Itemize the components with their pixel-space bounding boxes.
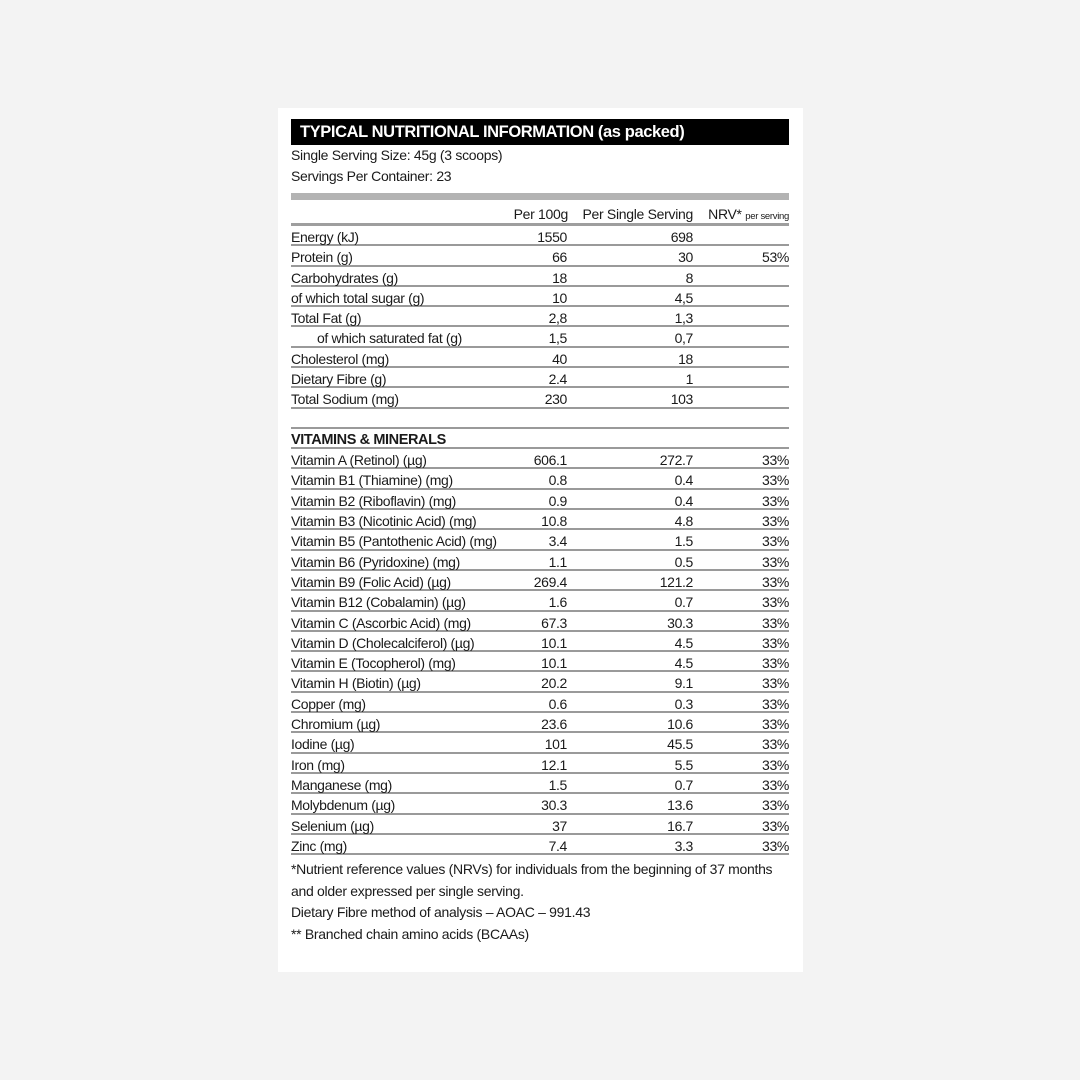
value-per-serving: 5.5 [674,756,693,773]
value-per-100g: 606.1 [533,452,567,469]
table-row [291,287,789,307]
nutrient-name: Protein (g) [291,249,353,266]
nutrient-name: Total Sodium (mg) [291,391,399,408]
value-nrv: 33% [762,634,789,651]
value-per-100g: 37 [552,817,567,834]
nutrient-name: Molybdenum (µg) [291,797,395,814]
table-row [291,246,789,266]
table-row [291,672,789,692]
nutrient-name: Vitamin C (Ascorbic Acid) (mg) [291,614,471,631]
divider-thick [291,193,789,200]
nutrient-name: Selenium (µg) [291,817,374,834]
table-row [291,510,789,530]
nutrient-name: Zinc (mg) [291,837,347,854]
value-per-serving: 0.4 [674,472,693,489]
value-per-100g: 3.4 [548,533,567,550]
value-per-100g: 2,8 [548,310,567,327]
nutrition-label-card [278,108,803,972]
value-per-serving: 18 [678,350,693,367]
value-per-serving: 13.6 [667,797,693,814]
value-per-serving: 30.3 [667,614,693,631]
value-per-serving: 4,5 [674,289,693,306]
value-per-serving: 0.7 [674,776,693,793]
value-per-serving: 0,7 [674,330,693,347]
value-per-100g: 269.4 [533,573,567,590]
value-per-serving: 4.5 [674,655,693,672]
table-row [291,307,789,327]
value-per-100g: 20.2 [541,675,567,692]
value-per-100g: 0.9 [548,492,567,509]
footnote-fibre-method: Dietary Fibre method of analysis – AOAC – 991.43 [291,904,591,921]
value-per-serving: 3.3 [674,837,693,854]
footnote-nrv: *Nutrient reference values (NRVs) for individuals from the beginning of 37 months and older expressed per single serving. [291,861,773,899]
table-row [291,267,789,287]
value-nrv: 33% [762,797,789,814]
value-per-serving: 121.2 [659,573,693,590]
value-per-serving: 4.8 [674,513,693,530]
nutrients-table [291,226,789,409]
value-per-100g: 10.1 [541,634,567,651]
value-per-serving: 1 [685,371,693,388]
nutrient-name: Vitamin B12 (Cobalamin) (µg) [291,594,466,611]
value-nrv: 33% [762,776,789,793]
table-row [291,754,789,774]
value-per-serving: 45.5 [667,736,693,753]
value-per-100g: 23.6 [541,716,567,733]
value-nrv: 33% [762,716,789,733]
nutrient-name: Manganese (mg) [291,776,392,793]
value-per-100g: 1.5 [548,776,567,793]
value-per-100g: 30.3 [541,797,567,814]
value-per-100g: 2.4 [548,371,567,388]
value-per-100g: 66 [552,249,567,266]
value-per-serving: 4.5 [674,634,693,651]
table-row [291,713,789,733]
table-row [291,612,789,632]
value-nrv: 33% [762,655,789,672]
nutrient-name: Vitamin B9 (Folic Acid) (µg) [291,573,451,590]
table-row [291,652,789,672]
table-row [291,591,789,611]
nrv-label: NRV* [708,206,742,222]
value-nrv: 33% [762,675,789,692]
table-row [291,327,789,347]
value-per-100g: 101 [544,736,567,753]
value-nrv: 33% [762,553,789,570]
nutrient-name: Carbohydrates (g) [291,269,398,286]
nutrient-name: Copper (mg) [291,695,366,712]
table-row [291,469,789,489]
footnotes [291,859,789,945]
nutrient-name: Dietary Fibre (g) [291,371,387,388]
nutrient-name: Vitamin B1 (Thiamine) (mg) [291,472,453,489]
nutrient-name: Vitamin H (Biotin) (µg) [291,675,421,692]
nutrition-label [291,119,789,945]
value-per-100g: 10 [552,289,567,306]
nutrient-name: Total Fat (g) [291,310,362,327]
footnote-bcaa: ** Branched chain amino acids (BCAAs) [291,925,529,942]
table-row [291,449,789,469]
value-per-100g: 230 [544,391,567,408]
table-row [291,490,789,510]
value-per-serving: 1.5 [674,533,693,550]
serving-size: Single Serving Size: 45g (3 scoops) [291,147,503,163]
value-per-100g: 12.1 [541,756,567,773]
value-nrv: 33% [762,492,789,509]
value-per-100g: 1,5 [548,330,567,347]
section-gap [291,409,789,427]
nutrient-name: Cholesterol (mg) [291,350,389,367]
vitamins-heading: VITAMINS & MINERALS [291,427,789,450]
value-per-100g: 10.1 [541,655,567,672]
value-per-serving: 8 [685,269,693,286]
nutrient-name: Energy (kJ) [291,229,359,245]
value-nrv: 33% [762,614,789,631]
servings-per-container: Servings Per Container: 23 [291,168,452,184]
value-per-serving: 0.7 [674,594,693,611]
value-per-serving: 9.1 [674,675,693,692]
column-headers [291,200,789,226]
nrv-suffix: per serving [745,211,789,222]
value-per-serving: 16.7 [667,817,693,834]
nutrient-name: Vitamin B6 (Pyridoxine) (mg) [291,553,460,570]
table-row [291,774,789,794]
value-per-serving: 1,3 [674,310,693,327]
nutrient-name: Vitamin B3 (Nicotinic Acid) (mg) [291,513,477,530]
value-nrv: 33% [762,452,789,469]
value-nrv: 33% [762,513,789,530]
value-per-serving: 0.3 [674,695,693,712]
table-row [291,571,789,591]
value-per-100g: 40 [552,350,567,367]
value-per-serving: 0.4 [674,492,693,509]
value-per-100g: 18 [552,269,567,286]
table-row [291,815,789,835]
table-row [291,794,789,814]
value-nrv: 33% [762,817,789,834]
table-row [291,835,789,855]
value-per-100g: 0.6 [548,695,567,712]
nutrient-name: of which total sugar (g) [291,289,425,306]
value-nrv: 33% [762,594,789,611]
nutrient-name: Vitamin B2 (Riboflavin) (mg) [291,492,456,509]
nutrient-name: Vitamin B5 (Pantothenic Acid) (mg) [291,533,497,550]
value-nrv: 33% [762,573,789,590]
value-per-100g: 10.8 [541,513,567,530]
value-nrv: 33% [762,756,789,773]
value-per-100g: 1550 [537,229,567,245]
value-nrv: 33% [762,837,789,854]
value-nrv: 33% [762,533,789,550]
table-row [291,632,789,652]
nutrient-name: Vitamin D (Cholecalciferol) (µg) [291,634,475,651]
table-row [291,733,789,753]
nutrient-name: Chromium (µg) [291,716,381,733]
value-nrv: 33% [762,695,789,712]
table-row [291,368,789,388]
value-per-100g: 1.6 [548,594,567,611]
value-per-100g: 1.1 [548,553,567,570]
value-per-serving: 272.7 [659,452,693,469]
value-per-100g: 7.4 [548,837,567,854]
nutrient-name: Vitamin A (Retinol) (µg) [291,452,427,469]
value-per-serving: 103 [670,391,693,408]
table-row [291,348,789,368]
nutrient-name: Vitamin E (Tocopherol) (mg) [291,655,456,672]
table-row [291,551,789,571]
value-per-serving: 10.6 [667,716,693,733]
value-per-serving: 30 [678,249,693,266]
nutrient-name: Iodine (µg) [291,736,355,753]
value-nrv: 33% [762,472,789,489]
nutrient-name: Iron (mg) [291,756,345,773]
table-row [291,388,789,408]
col-header-per-100g: Per 100g [513,206,568,222]
table-row [291,226,789,246]
label-title: TYPICAL NUTRITIONAL INFORMATION (as packed) [291,119,789,145]
nutrient-name: of which saturated fat (g) [317,330,462,347]
vitamins-table [291,449,789,855]
value-per-serving: 698 [670,229,693,245]
value-per-serving: 0.5 [674,553,693,570]
value-per-100g: 0.8 [548,472,567,489]
col-header-per-serving: Per Single Serving [582,206,693,222]
value-per-100g: 67.3 [541,614,567,631]
table-row [291,693,789,713]
value-nrv: 33% [762,736,789,753]
value-nrv: 53% [762,249,789,266]
table-row [291,530,789,550]
